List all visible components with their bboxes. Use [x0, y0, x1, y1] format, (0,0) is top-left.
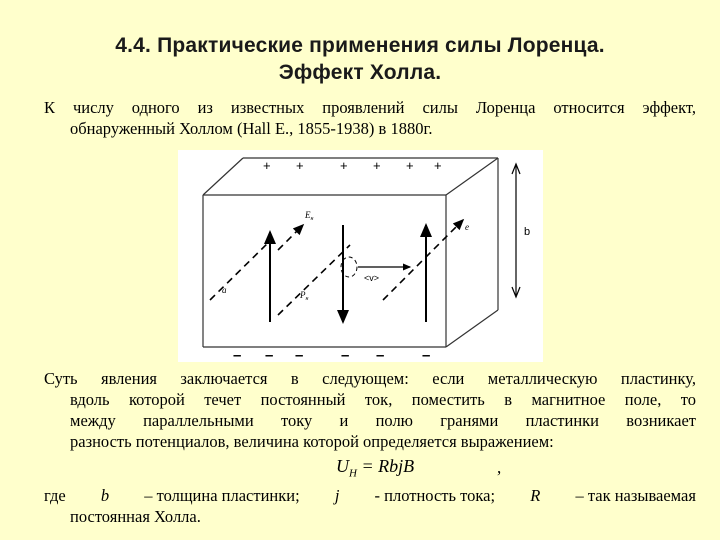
- formula-comma: ,: [497, 458, 502, 477]
- def-word: - плотность тока;: [374, 486, 496, 505]
- def-word: – толщина пластинки;: [144, 486, 300, 505]
- plus-sign: +: [340, 158, 348, 173]
- def-word: – так называемая: [575, 486, 696, 505]
- plus-sign: +: [434, 158, 442, 173]
- label-pn: $P_н$: [300, 290, 309, 302]
- minus-sign: –: [376, 347, 385, 362]
- symbol-b: b: [100, 486, 110, 505]
- symbol-r: R: [530, 486, 541, 505]
- minus-sign: –: [295, 347, 304, 362]
- plus-sign: +: [296, 158, 304, 173]
- plus-sign: +: [263, 158, 271, 173]
- page-title-line2: Эффект Холла.: [278, 61, 442, 84]
- hall-effect-diagram: [178, 150, 543, 362]
- current-line-2: [278, 245, 350, 315]
- definitions-line1: [44, 485, 696, 506]
- minus-sign: –: [233, 347, 242, 362]
- plate-outline: [203, 158, 498, 347]
- plus-sign: +: [406, 158, 414, 173]
- label-e: e: [465, 222, 469, 232]
- explanation-line3: между параллельными току и полю гранями пластинки возникает: [70, 411, 696, 430]
- label-a: a: [222, 285, 227, 295]
- plus-sign: +: [373, 158, 381, 173]
- intro-line1: К числу одного из известных проявлений силы Лоренца относится эффект,: [44, 98, 696, 117]
- explanation-line1: Суть явления заключается в следующем: если металлическую пластинку,: [44, 369, 696, 388]
- label-b: b: [524, 226, 531, 238]
- explanation-line4: разность потенциалов, величина которой определяется выражением:: [70, 432, 554, 451]
- symbol-j: j: [334, 486, 340, 505]
- current-line-3: [383, 220, 463, 300]
- page-title-line1: 4.4. Практические применения силы Лоренца.: [115, 34, 605, 57]
- def-word: где: [44, 486, 66, 505]
- minus-sign: –: [422, 347, 431, 362]
- minus-sign: –: [265, 347, 274, 362]
- minus-sign: –: [341, 347, 350, 362]
- label-v: <v>: [364, 273, 380, 283]
- intro-line2: обнаруженный Холлом (Hall E., 1855-1938) в 1880г.: [70, 119, 433, 138]
- definitions-line2: постоянная Холла.: [70, 507, 201, 526]
- explanation-line2: вдоль которой течет постоянный ток, поместить в магнитное поле, то: [70, 390, 696, 409]
- current-line-4: [278, 225, 303, 250]
- current-line-1: [210, 238, 273, 300]
- hall-formula: $U_H$ = RbjB: [336, 456, 415, 480]
- label-en: $E_н$: [305, 210, 314, 222]
